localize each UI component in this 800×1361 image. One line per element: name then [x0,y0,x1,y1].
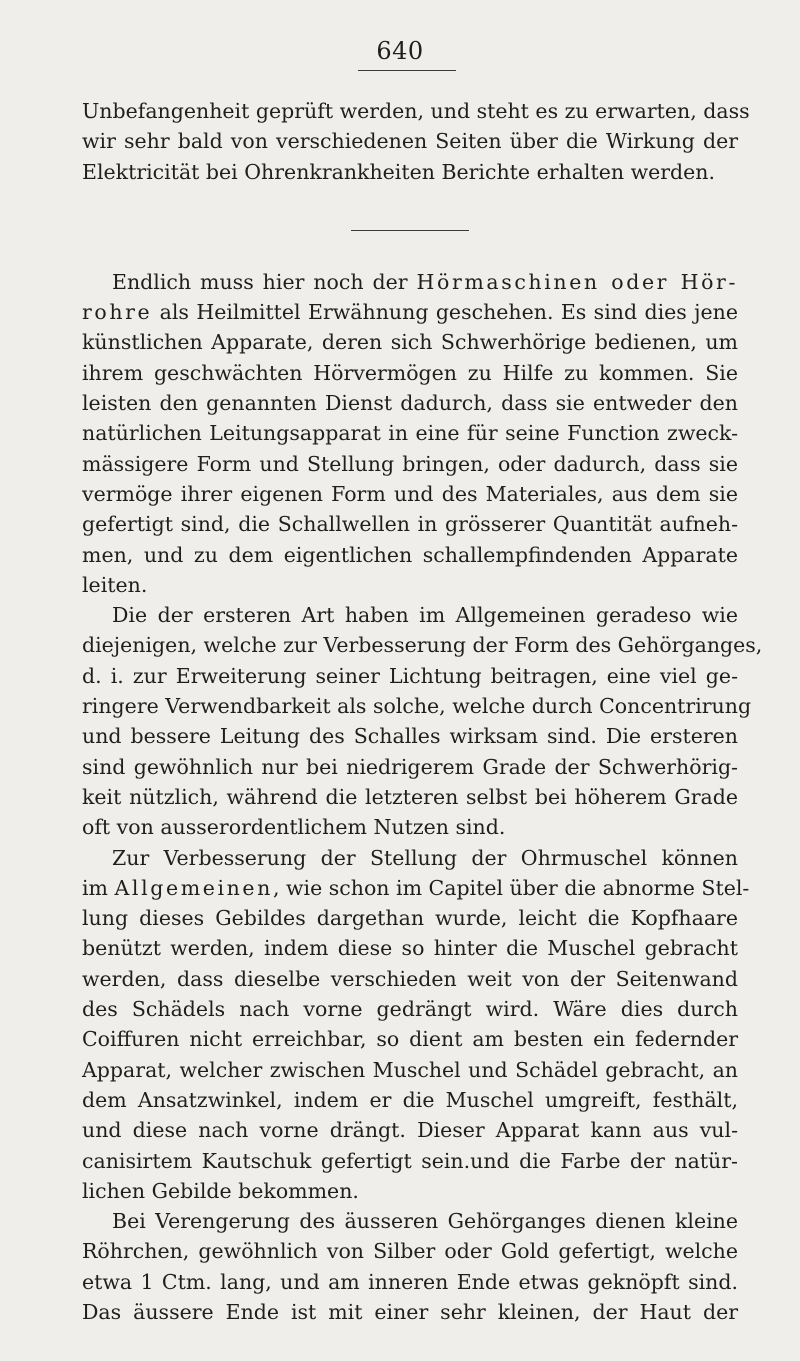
text-line [82,873,750,903]
paragraph-3 [82,600,763,842]
text-line: ihrem geschwächten Hörvermögen zu Hilfe zu kommen. Sie [82,360,738,385]
text-line: lichen Gebilde bekommen. [82,1178,359,1203]
text-line [82,297,738,327]
text-line [82,267,738,297]
text-line: Das äussere Ende ist mit einer sehr kleinen, der Haut der [82,1299,738,1324]
text-line: vermöge ihrer eigenen Form und des Materiales, aus dem sie [82,481,738,506]
text-line: ringere Verwendbarkeit als solche, welche durch Concentrirung [82,694,752,719]
text-line: Apparat, welcher zwischen Muschel und Schädel gebracht, an [82,1057,738,1082]
text-line: Die der ersteren Art haben im Allgemeinen geradeso wie [112,603,738,628]
text-line: diejenigen, welche zur Verbesserung der Form des Gehörganges, [82,633,763,658]
paragraph-4 [82,843,750,1207]
text-line: sind gewöhnlich nur bei niedrigerem Grade der Schwerhörig- [82,754,738,779]
page-body [82,96,763,1327]
text-line: Zur Verbesserung der Stellung der Ohrmuschel können [112,845,738,870]
text-fragment: Endlich muss hier noch der [112,269,408,294]
text-line: men, und zu dem eigentlichen schallempfindenden Apparate [82,542,738,567]
text-line: lung dieses Gebildes dargethan wurde, leicht die Kopfhaare [82,906,738,931]
text-line: dem Ansatzwinkel, indem er die Muschel umgreift, festhält, [82,1087,738,1112]
text-fragment: als Heilmittel Erwähnung geschehen. Es sind dies jene [159,300,738,325]
text-line: leiten. [82,572,148,597]
text-line: Röhrchen, gewöhnlich von Silber oder Gold gefertigt, welche [82,1239,738,1264]
text-line: Bei Verengerung des äusseren Gehörganges dienen kleine [112,1209,738,1234]
text-line: Unbefangenheit geprüft werden, und steht es zu erwarten, dass [82,99,750,123]
text-line: des Schädels nach vorne gedrängt wird. Wäre dies durch [82,997,738,1022]
text-line: natürlichen Leitungsapparat in eine für seine Function zweck- [82,421,738,446]
page-number: 640 [376,37,424,65]
text-line: keit nützlich, während die letzteren selbst bei höherem Grade [82,784,738,809]
text-line: oft von ausserordentlichem Nutzen sind. [82,815,506,840]
text-line: und bessere Leitung des Schalles wirksam sind. Die ersteren [82,724,738,749]
text-line: künstlichen Apparate, deren sich Schwerhörige bedienen, um [82,330,738,355]
text-line: werden, dass dieselbe verschieden weit von der Seitenwand [82,966,738,991]
paragraph-2 [82,267,738,600]
paragraph-1 [82,96,750,187]
emphasis-term: rohre [82,300,153,325]
text-line: wir sehr bald von verschiedenen Seiten über die Wirkung der [82,129,738,154]
text-line: und diese nach vorne drängt. Dieser Apparat kann aus vul- [82,1118,738,1143]
text-line: leisten den genannten Dienst dadurch, dass sie entweder den [82,391,738,416]
emphasis-term: Allgemeinen [114,875,273,900]
text-line: mässigere Form und Stellung bringen, oder dadurch, dass sie [82,451,738,476]
text-line: etwa 1 Ctm. lang, und am inneren Ende etwas geknöpft sind. [82,1269,738,1294]
paragraph-5 [82,1206,738,1327]
header-rule [358,70,456,71]
text-line: d. i. zur Erweiterung seiner Lichtung beitragen, eine viel ge- [82,663,738,688]
text-line: canisirtem Kautschuk gefertigt sein.und die Farbe der natür- [82,1148,738,1173]
text-line: Coiffuren nicht erreichbar, so dient am besten ein federnder [82,1027,738,1052]
text-line: Elektricität bei Ohrenkrankheiten Berichte erhalten werden. [82,159,716,184]
text-fragment: , wie schon im Capitel über die abnorme Stel- [272,875,750,900]
text-fragment: im [82,875,108,900]
emphasis-term: Hörmaschinen oder Hör- [416,269,738,294]
section-divider [351,230,469,231]
text-line: gefertigt sind, die Schallwellen in grösserer Quantität aufneh- [82,512,738,537]
text-line: benützt werden, indem diese so hinter die Muschel gebracht [82,936,738,961]
